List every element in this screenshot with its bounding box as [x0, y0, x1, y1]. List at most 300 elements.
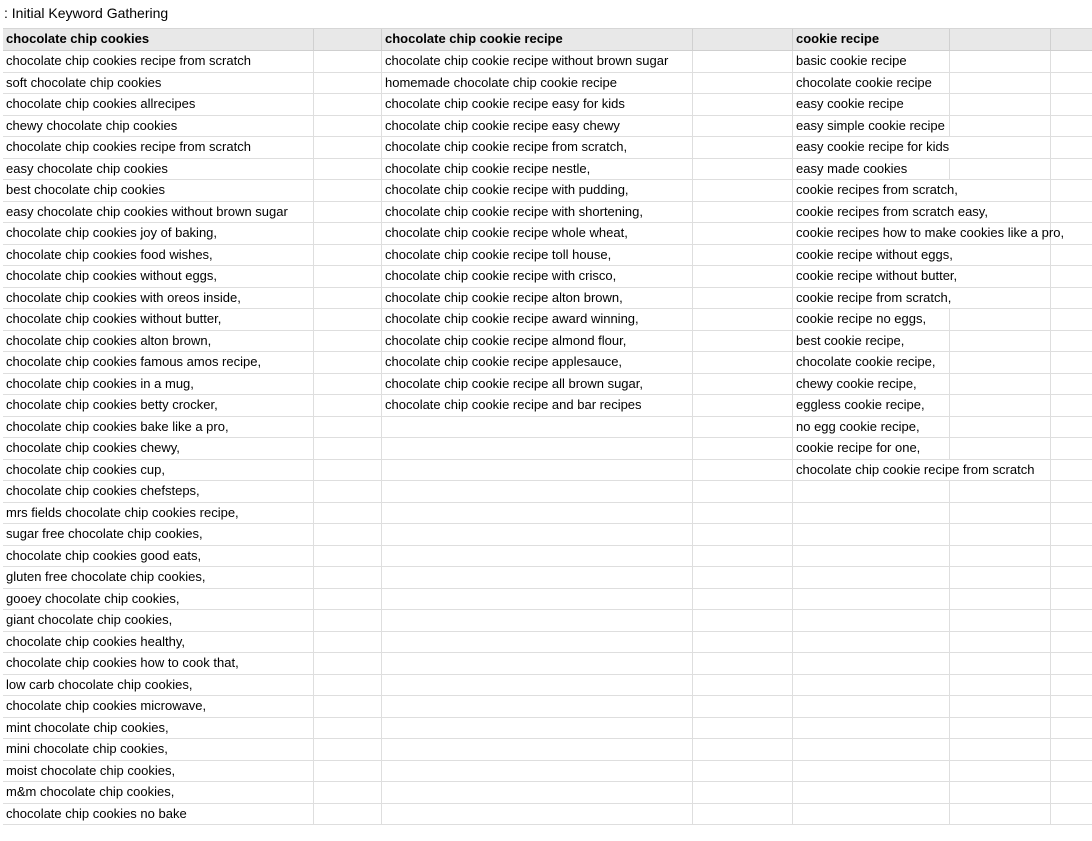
empty-cell[interactable]: [1051, 374, 1092, 395]
empty-cell[interactable]: [693, 309, 793, 330]
keyword-cell[interactable]: [382, 374, 693, 395]
empty-cell[interactable]: [314, 309, 382, 330]
empty-cell[interactable]: [314, 51, 382, 72]
keyword-cell[interactable]: [3, 460, 314, 481]
keyword-cell[interactable]: [793, 223, 1065, 244]
table-row: [3, 610, 1092, 632]
keyword-cell[interactable]: [382, 137, 693, 158]
keyword-cell[interactable]: [793, 116, 950, 137]
keyword-cell[interactable]: [3, 245, 314, 266]
keyword-cell[interactable]: [382, 180, 693, 201]
table-row: [3, 438, 1092, 460]
keyword-text: chocolate chip cookies with oreos inside,: [6, 289, 241, 305]
empty-cell[interactable]: [950, 503, 1051, 524]
empty-cell[interactable]: [693, 675, 793, 696]
empty-cell[interactable]: [693, 804, 793, 825]
empty-cell[interactable]: [314, 245, 382, 266]
keyword-cell[interactable]: [3, 137, 314, 158]
keyword-cell[interactable]: [3, 804, 314, 825]
keyword-text: cookie recipes from scratch easy,: [796, 203, 988, 219]
empty-cell[interactable]: [950, 245, 1051, 266]
empty-cell[interactable]: [1051, 417, 1092, 438]
empty-cell[interactable]: [950, 180, 1051, 201]
empty-cell[interactable]: [693, 567, 793, 588]
keyword-cell[interactable]: [3, 159, 314, 180]
keyword-text: chocolate chip cookie recipe without brown sugar: [385, 53, 669, 68]
keyword-text: chocolate chip cookie recipe with shortening,: [385, 203, 643, 219]
empty-cell[interactable]: [1051, 546, 1092, 567]
keyword-cell[interactable]: [3, 374, 314, 395]
empty-cell[interactable]: [1051, 675, 1092, 696]
keyword-cell[interactable]: [382, 352, 693, 373]
keyword-cell[interactable]: [3, 610, 314, 631]
keyword-cell[interactable]: [793, 804, 950, 825]
keyword-text: chocolate chip cookies alton brown,: [6, 332, 212, 348]
empty-cell[interactable]: [314, 675, 382, 696]
empty-cell[interactable]: [950, 804, 1051, 825]
keyword-text: chewy cookie recipe,: [796, 375, 917, 391]
empty-cell[interactable]: [314, 374, 382, 395]
empty-cell[interactable]: [314, 610, 382, 631]
empty-cell[interactable]: [693, 460, 793, 481]
table-row: [3, 761, 1092, 783]
empty-cell[interactable]: [950, 417, 1051, 438]
keyword-cell[interactable]: [793, 460, 1035, 481]
empty-cell[interactable]: [950, 159, 1051, 180]
empty-cell[interactable]: [950, 73, 1051, 94]
keyword-cell[interactable]: [382, 503, 693, 524]
keyword-cell[interactable]: [793, 51, 950, 72]
sheet-title: : Initial Keyword Gathering: [4, 5, 169, 21]
empty-cell[interactable]: [950, 589, 1051, 610]
keyword-cell[interactable]: [382, 309, 693, 330]
keyword-cell[interactable]: [793, 266, 958, 287]
table-row: [3, 159, 1092, 181]
empty-cell[interactable]: [314, 137, 382, 158]
keyword-text: chocolate chip cookies how to cook that,: [6, 655, 239, 670]
table-row: [3, 675, 1092, 697]
empty-cell[interactable]: [950, 524, 1051, 545]
keyword-cell[interactable]: [793, 395, 950, 416]
empty-cell[interactable]: [1051, 718, 1092, 739]
keyword-cell[interactable]: [3, 718, 314, 739]
empty-cell[interactable]: [1051, 632, 1092, 653]
keyword-cell[interactable]: [3, 632, 314, 653]
column-header-cell[interactable]: [382, 29, 693, 50]
keyword-cell[interactable]: [3, 51, 314, 72]
keyword-cell[interactable]: [793, 438, 950, 459]
keyword-cell[interactable]: [793, 417, 950, 438]
keyword-cell[interactable]: [3, 395, 314, 416]
keyword-cell[interactable]: [382, 395, 693, 416]
keyword-text: soft chocolate chip cookies: [6, 74, 162, 90]
empty-cell[interactable]: [1051, 116, 1092, 137]
empty-cell[interactable]: [693, 51, 793, 72]
empty-cell[interactable]: [693, 73, 793, 94]
keyword-cell[interactable]: [793, 546, 950, 567]
keyword-text: chocolate chip cookies in a mug,: [6, 375, 194, 391]
empty-cell[interactable]: [314, 417, 382, 438]
empty-cell[interactable]: [1051, 395, 1092, 416]
empty-cell[interactable]: [1051, 610, 1092, 631]
keyword-cell[interactable]: [793, 374, 950, 395]
keyword-cell[interactable]: [3, 73, 314, 94]
empty-cell[interactable]: [693, 696, 793, 717]
empty-cell[interactable]: [950, 481, 1051, 502]
keyword-text: chocolate chip cookies joy of baking,: [6, 225, 218, 240]
keyword-text: chocolate chip cookies famous amos recipe,: [6, 354, 262, 369]
keyword-cell[interactable]: [382, 438, 693, 459]
empty-cell[interactable]: [950, 610, 1051, 631]
empty-cell[interactable]: [1051, 739, 1092, 760]
empty-cell[interactable]: [314, 761, 382, 782]
empty-cell[interactable]: [693, 653, 793, 674]
empty-cell[interactable]: [314, 696, 382, 717]
keyword-cell[interactable]: [382, 610, 693, 631]
keyword-cell[interactable]: [382, 223, 693, 244]
keyword-cell[interactable]: [3, 675, 314, 696]
empty-cell[interactable]: [314, 94, 382, 115]
empty-cell[interactable]: [693, 782, 793, 803]
keyword-cell[interactable]: [793, 503, 950, 524]
keyword-cell[interactable]: [382, 632, 693, 653]
keyword-cell[interactable]: [382, 417, 693, 438]
empty-cell[interactable]: [693, 180, 793, 201]
empty-cell[interactable]: [950, 653, 1051, 674]
keyword-cell[interactable]: [3, 696, 314, 717]
keyword-cell[interactable]: [3, 202, 314, 223]
keyword-cell[interactable]: [382, 481, 693, 502]
empty-cell[interactable]: [314, 395, 382, 416]
empty-cell[interactable]: [950, 739, 1051, 760]
empty-cell[interactable]: [1051, 266, 1092, 287]
empty-cell[interactable]: [950, 696, 1051, 717]
empty-cell[interactable]: [314, 567, 382, 588]
keyword-cell[interactable]: [3, 417, 314, 438]
keyword-text: chocolate chip cookie recipe easy for kids: [385, 96, 625, 111]
keyword-cell[interactable]: [382, 739, 693, 760]
keyword-text: easy cookie recipe for kids: [796, 139, 950, 154]
empty-cell[interactable]: [693, 266, 793, 287]
empty-cell[interactable]: [1051, 94, 1092, 115]
empty-cell[interactable]: [314, 223, 382, 244]
keyword-text: moist chocolate chip cookies,: [6, 762, 176, 778]
column-header-cell[interactable]: [793, 29, 950, 50]
empty-cell[interactable]: [693, 546, 793, 567]
keyword-cell[interactable]: [793, 653, 950, 674]
keyword-cell[interactable]: [382, 696, 693, 717]
table-row: [3, 696, 1092, 718]
table-row: [3, 653, 1092, 675]
empty-cell[interactable]: [693, 524, 793, 545]
empty-cell[interactable]: [950, 718, 1051, 739]
keyword-cell[interactable]: [3, 739, 314, 760]
empty-cell[interactable]: [314, 116, 382, 137]
empty-cell[interactable]: [314, 352, 382, 373]
keyword-cell[interactable]: [382, 73, 693, 94]
keyword-cell[interactable]: [793, 524, 950, 545]
empty-cell[interactable]: [950, 309, 1051, 330]
keyword-cell[interactable]: [793, 632, 950, 653]
keyword-cell[interactable]: [3, 524, 314, 545]
keyword-cell[interactable]: [3, 352, 314, 373]
keyword-cell[interactable]: [382, 331, 693, 352]
empty-cell[interactable]: [693, 417, 793, 438]
empty-cell[interactable]: [314, 546, 382, 567]
keyword-cell[interactable]: [382, 524, 693, 545]
empty-header-cell[interactable]: [693, 29, 793, 50]
empty-cell[interactable]: [693, 159, 793, 180]
empty-cell[interactable]: [1051, 567, 1092, 588]
empty-cell[interactable]: [950, 374, 1051, 395]
empty-header-cell[interactable]: [314, 29, 382, 50]
empty-cell[interactable]: [693, 245, 793, 266]
keyword-cell[interactable]: [3, 266, 314, 287]
keyword-text: cookie recipe from scratch,: [796, 289, 952, 305]
keyword-cell[interactable]: [793, 309, 950, 330]
table-row: [3, 137, 1092, 159]
keyword-cell[interactable]: [793, 288, 950, 309]
empty-cell[interactable]: [1051, 460, 1092, 481]
keyword-cell[interactable]: [793, 675, 950, 696]
empty-cell[interactable]: [693, 438, 793, 459]
empty-cell[interactable]: [693, 223, 793, 244]
empty-cell[interactable]: [314, 180, 382, 201]
keyword-text: chocolate chip cookies recipe from scratch: [6, 139, 251, 154]
keyword-text: chocolate chip cookie recipe all brown sugar,: [385, 375, 643, 391]
empty-header-cell[interactable]: [1051, 29, 1092, 50]
empty-cell[interactable]: [314, 739, 382, 760]
keyword-cell[interactable]: [3, 288, 314, 309]
keyword-cell[interactable]: [382, 159, 693, 180]
keyword-cell[interactable]: [793, 245, 953, 266]
keyword-cell[interactable]: [793, 761, 950, 782]
empty-cell[interactable]: [1051, 159, 1092, 180]
empty-cell[interactable]: [1051, 202, 1092, 223]
keyword-cell[interactable]: [793, 137, 950, 158]
keyword-text: chocolate chip cookies good eats,: [6, 547, 202, 563]
keyword-cell[interactable]: [382, 460, 693, 481]
keyword-cell[interactable]: [3, 223, 314, 244]
empty-cell[interactable]: [950, 266, 1051, 287]
empty-cell[interactable]: [950, 675, 1051, 696]
keyword-text: giant chocolate chip cookies,: [6, 612, 173, 627]
keyword-text: gooey chocolate chip cookies,: [6, 590, 180, 606]
empty-cell[interactable]: [950, 94, 1051, 115]
keyword-cell[interactable]: [3, 653, 314, 674]
keyword-cell[interactable]: [3, 180, 314, 201]
empty-cell[interactable]: [693, 761, 793, 782]
empty-cell[interactable]: [693, 589, 793, 610]
keyword-cell[interactable]: [3, 761, 314, 782]
empty-cell[interactable]: [950, 51, 1051, 72]
empty-cell[interactable]: [693, 94, 793, 115]
empty-cell[interactable]: [950, 395, 1051, 416]
keyword-cell[interactable]: [793, 73, 950, 94]
empty-cell[interactable]: [1051, 524, 1092, 545]
keyword-text: cookie recipes how to make cookies like a pro,: [796, 225, 1065, 240]
keyword-cell[interactable]: [382, 245, 693, 266]
empty-cell[interactable]: [693, 395, 793, 416]
empty-cell[interactable]: [1051, 589, 1092, 610]
table-row: [3, 202, 1092, 224]
empty-cell[interactable]: [693, 202, 793, 223]
keyword-cell[interactable]: [793, 202, 988, 223]
keyword-cell[interactable]: [382, 567, 693, 588]
keyword-cell[interactable]: [382, 288, 693, 309]
empty-cell[interactable]: [1051, 653, 1092, 674]
empty-cell[interactable]: [1051, 782, 1092, 803]
keyword-text: chocolate chip cookie recipe nestle,: [385, 160, 591, 176]
keyword-cell[interactable]: [793, 331, 950, 352]
keyword-cell[interactable]: [382, 718, 693, 739]
empty-cell[interactable]: [314, 460, 382, 481]
empty-cell[interactable]: [693, 374, 793, 395]
empty-cell[interactable]: [1051, 51, 1092, 72]
keyword-cell[interactable]: [793, 696, 950, 717]
keyword-cell[interactable]: [382, 804, 693, 825]
keyword-cell[interactable]: [793, 610, 950, 631]
spreadsheet-grid: [3, 28, 1092, 825]
empty-cell[interactable]: [693, 632, 793, 653]
table-row: [3, 481, 1092, 503]
keyword-text: chocolate chip cookie recipe from scratch: [796, 461, 1035, 477]
empty-cell[interactable]: [693, 718, 793, 739]
empty-cell[interactable]: [314, 589, 382, 610]
keyword-cell[interactable]: [793, 481, 950, 502]
keyword-cell[interactable]: [3, 782, 314, 803]
table-row: [3, 782, 1092, 804]
keyword-cell[interactable]: [382, 546, 693, 567]
keyword-cell[interactable]: [793, 94, 950, 115]
empty-cell[interactable]: [1051, 180, 1092, 201]
empty-cell[interactable]: [314, 481, 382, 502]
empty-cell[interactable]: [314, 718, 382, 739]
keyword-cell[interactable]: [3, 567, 314, 588]
keyword-cell[interactable]: [382, 266, 693, 287]
empty-cell[interactable]: [693, 116, 793, 137]
keyword-cell[interactable]: [382, 51, 693, 72]
empty-cell[interactable]: [314, 632, 382, 653]
keyword-cell[interactable]: [793, 159, 950, 180]
keyword-cell[interactable]: [382, 782, 693, 803]
keyword-text: cookie recipe no eggs,: [796, 311, 927, 326]
keyword-text: m&m chocolate chip cookies,: [6, 784, 175, 799]
empty-cell[interactable]: [314, 653, 382, 674]
keyword-cell[interactable]: [3, 309, 314, 330]
empty-cell[interactable]: [950, 116, 1051, 137]
empty-cell[interactable]: [314, 159, 382, 180]
keyword-cell[interactable]: [793, 567, 950, 588]
empty-cell[interactable]: [1051, 804, 1092, 825]
empty-cell[interactable]: [1051, 309, 1092, 330]
table-row: [3, 395, 1092, 417]
empty-header-cell[interactable]: [950, 29, 1051, 50]
empty-cell[interactable]: [314, 438, 382, 459]
keyword-cell[interactable]: [3, 116, 314, 137]
empty-cell[interactable]: [950, 782, 1051, 803]
keyword-cell[interactable]: [382, 653, 693, 674]
keyword-cell[interactable]: [382, 202, 693, 223]
empty-cell[interactable]: [950, 288, 1051, 309]
empty-cell[interactable]: [1051, 503, 1092, 524]
empty-cell[interactable]: [1051, 352, 1092, 373]
keyword-cell[interactable]: [3, 503, 314, 524]
keyword-cell[interactable]: [382, 675, 693, 696]
empty-cell[interactable]: [314, 73, 382, 94]
empty-cell[interactable]: [1051, 288, 1092, 309]
keyword-cell[interactable]: [793, 739, 950, 760]
empty-cell[interactable]: [1051, 245, 1092, 266]
keyword-cell[interactable]: [793, 352, 950, 373]
empty-cell[interactable]: [950, 632, 1051, 653]
keyword-cell[interactable]: [382, 589, 693, 610]
empty-cell[interactable]: [1051, 761, 1092, 782]
keyword-cell[interactable]: [793, 180, 958, 201]
keyword-cell[interactable]: [382, 94, 693, 115]
empty-cell[interactable]: [950, 331, 1051, 352]
empty-cell[interactable]: [950, 352, 1051, 373]
empty-cell[interactable]: [950, 761, 1051, 782]
empty-cell[interactable]: [950, 567, 1051, 588]
empty-cell[interactable]: [693, 481, 793, 502]
empty-cell[interactable]: [693, 288, 793, 309]
empty-cell[interactable]: [314, 804, 382, 825]
keyword-cell[interactable]: [3, 94, 314, 115]
empty-cell[interactable]: [950, 137, 1051, 158]
empty-cell[interactable]: [693, 137, 793, 158]
keyword-cell[interactable]: [382, 761, 693, 782]
keyword-cell[interactable]: [3, 546, 314, 567]
keyword-cell[interactable]: [793, 782, 950, 803]
keyword-cell[interactable]: [3, 589, 314, 610]
empty-cell[interactable]: [314, 288, 382, 309]
empty-cell[interactable]: [1051, 696, 1092, 717]
table-row: [3, 309, 1092, 331]
keyword-cell[interactable]: [3, 481, 314, 502]
empty-cell[interactable]: [314, 524, 382, 545]
keyword-cell[interactable]: [793, 718, 950, 739]
column-header-cell[interactable]: [3, 29, 314, 50]
keyword-cell[interactable]: [382, 116, 693, 137]
keyword-text: eggless cookie recipe,: [796, 397, 925, 412]
empty-cell[interactable]: [314, 331, 382, 352]
table-row: [3, 739, 1092, 761]
empty-cell[interactable]: [1051, 331, 1092, 352]
empty-cell[interactable]: [693, 739, 793, 760]
keyword-cell[interactable]: [3, 331, 314, 352]
empty-cell[interactable]: [314, 202, 382, 223]
empty-cell[interactable]: [950, 438, 1051, 459]
keyword-cell[interactable]: [3, 438, 314, 459]
empty-cell[interactable]: [1051, 438, 1092, 459]
empty-cell[interactable]: [693, 503, 793, 524]
keyword-cell[interactable]: [793, 589, 950, 610]
empty-cell[interactable]: [314, 503, 382, 524]
keyword-text: chocolate chip cookie recipe whole wheat,: [385, 225, 628, 240]
empty-cell[interactable]: [693, 610, 793, 631]
empty-cell[interactable]: [1051, 73, 1092, 94]
keyword-text: basic cookie recipe: [796, 53, 907, 68]
empty-cell[interactable]: [314, 782, 382, 803]
empty-cell[interactable]: [693, 352, 793, 373]
empty-cell[interactable]: [693, 331, 793, 352]
empty-cell[interactable]: [314, 266, 382, 287]
empty-cell[interactable]: [1051, 137, 1092, 158]
empty-cell[interactable]: [950, 546, 1051, 567]
empty-cell[interactable]: [1051, 481, 1092, 502]
keyword-text: mint chocolate chip cookies,: [6, 719, 169, 735]
